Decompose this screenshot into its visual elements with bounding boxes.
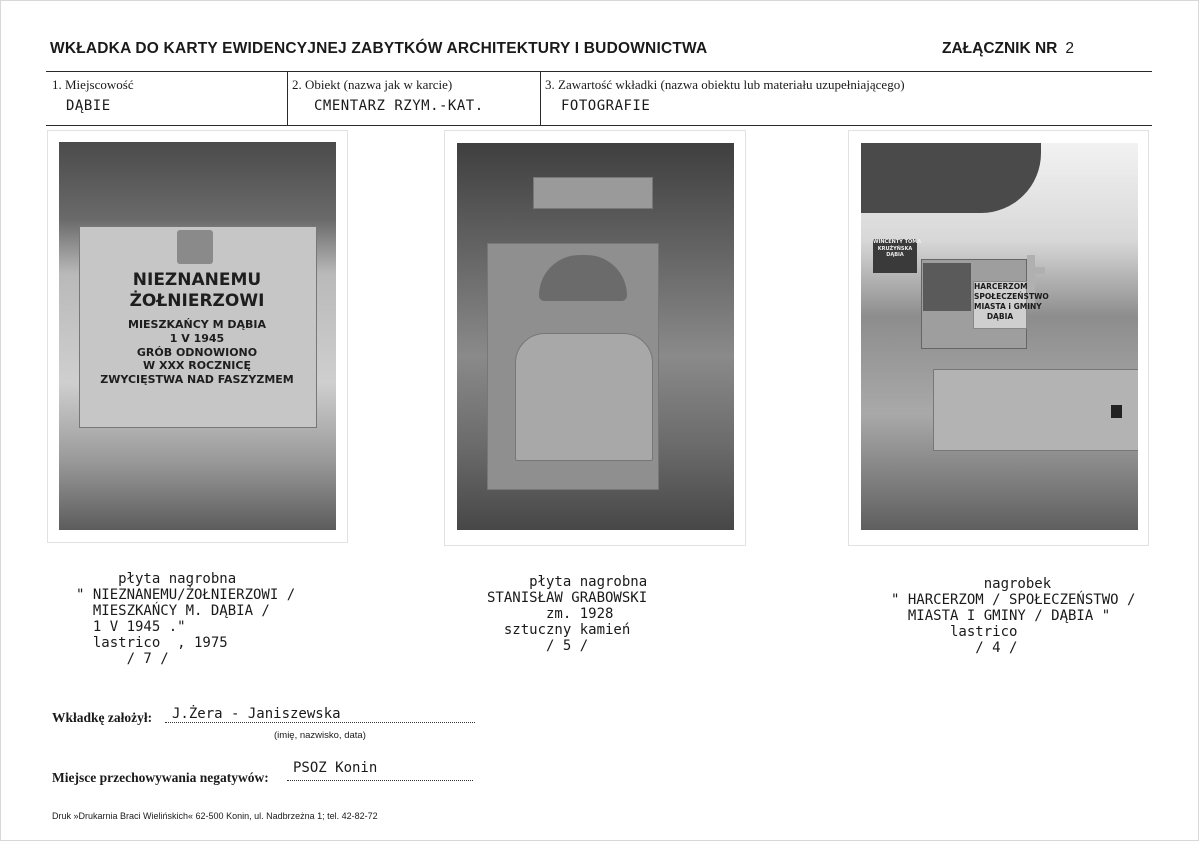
headstone-top bbox=[533, 177, 653, 209]
field-contents-value: FOTOGRAFIE bbox=[561, 98, 651, 114]
scout-cross-emblem-icon bbox=[923, 263, 971, 311]
founder-hint: (imię, nazwisko, data) bbox=[274, 730, 366, 741]
photo-grabowski-grave bbox=[457, 143, 734, 530]
grave-slab bbox=[933, 369, 1138, 451]
photo-frame bbox=[444, 130, 746, 546]
attachment-number-value: 2 bbox=[1065, 40, 1074, 57]
header-rule-bottom bbox=[46, 125, 1152, 126]
negatives-value: PSOZ Konin bbox=[293, 760, 378, 776]
header-rule-top bbox=[46, 71, 1152, 72]
field-object-value: CMENTARZ RZYM.-KAT. bbox=[314, 98, 484, 114]
attachment-number bbox=[942, 40, 1074, 58]
field-locality-value: DĄBIE bbox=[66, 98, 111, 114]
name-sign: WINCENTY TOMA KRUŻYŃSKA DĄBIA bbox=[873, 239, 917, 273]
engraving-sub: MIESZKAŃCY M DĄBIA 1 V 1945 GRÓB ODNOWIONO W XXX ROCZNICĘ ZWYCIĘSTWA NAD FASZYZMEM bbox=[100, 318, 294, 386]
document-title: WKŁADKA DO KARTY EWIDENCYJNEJ ZABYTKÓW ARCHITEKTURY I BUDOWNICTWA bbox=[50, 40, 708, 57]
field-contents-label: 3. Zawartość wkładki (nazwa obiektu lub materiału uzupełniającego) bbox=[545, 77, 905, 92]
caption-photo-1: płyta nagrobna " NIEZNANEMU/ŻOŁNIERZOWI / MIESZKAŃCY M. DĄBIA / 1 V 1945 ." lastrico , 1975 / 7 / bbox=[76, 571, 296, 667]
photo-frame bbox=[848, 130, 1149, 546]
inscription-plate bbox=[515, 333, 653, 461]
tree-foliage bbox=[861, 143, 1041, 213]
field-locality-label: 1. Miejscowość bbox=[52, 77, 134, 92]
field-divider bbox=[540, 72, 541, 125]
engraving-main: NIEZNANEMU ŻOŁNIERZOWI bbox=[129, 270, 265, 312]
field-divider bbox=[287, 72, 288, 125]
caption-photo-3: nagrobek " HARCERZOM / SPOŁECZEŃSTWO / MIASTA I GMINY / DĄBIA " lastrico / 4 / bbox=[891, 576, 1136, 656]
caption-photo-2: płyta nagrobna STANISŁAW GRABOWSKI zm. 1928 sztuczny kamień / 5 / bbox=[487, 574, 648, 654]
field-object-label: 2. Obiekt (nazwa jak w karcie) bbox=[292, 77, 453, 92]
negatives-label: Miejsce przechowywania negatywów: bbox=[52, 770, 269, 785]
headstone-plaque: HARCERZOM SPOŁECZEŃSTWO MIASTA i GMINY DĄBIA bbox=[973, 281, 1027, 329]
printer-imprint: Druk »Drukarnia Braci Wielińskich« 62-500 Konin, ul. Nadbrzeżna 1; tel. 42-82-72 bbox=[52, 811, 378, 821]
candle-icon bbox=[1111, 405, 1122, 418]
eagle-emblem-icon bbox=[177, 230, 213, 264]
photo-unknown-soldier-grave bbox=[59, 142, 336, 530]
photo-frame bbox=[47, 130, 348, 543]
attachment-label: ZAŁĄCZNIK NR bbox=[942, 40, 1058, 57]
founder-value: J.Żera - Janiszewska bbox=[172, 706, 341, 722]
photo-scouts-grave bbox=[861, 143, 1138, 530]
founder-label: Wkładkę założył: bbox=[52, 710, 153, 725]
